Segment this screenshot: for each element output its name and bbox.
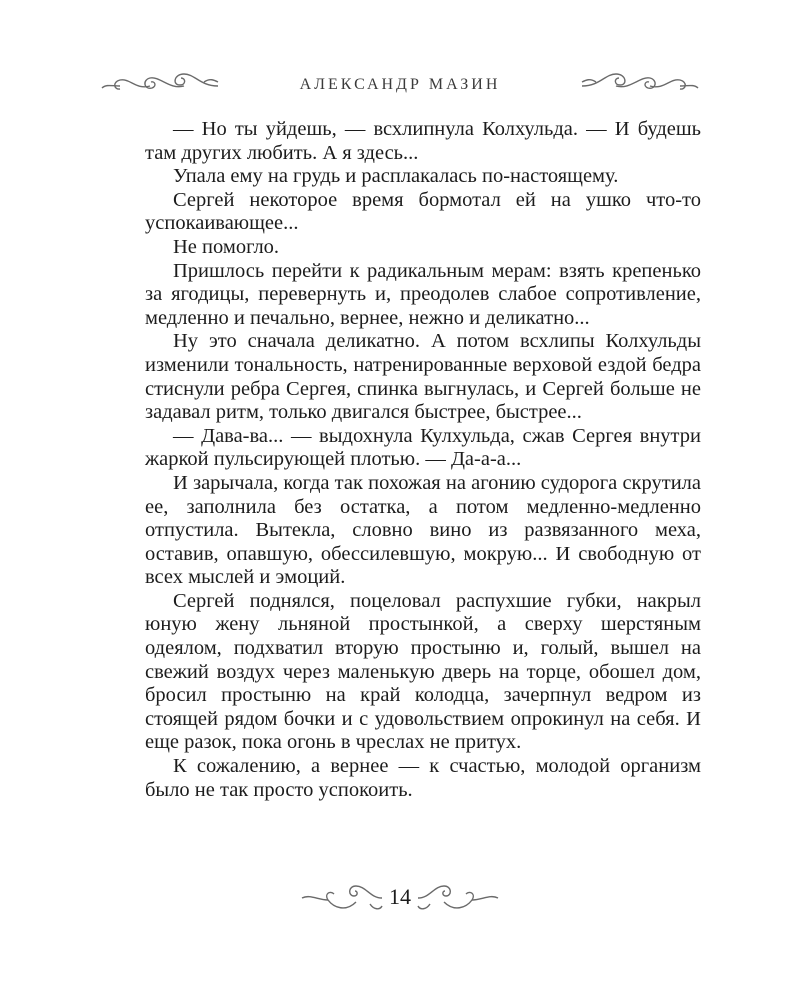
paragraph: Сергей некоторое время бормотал ей на ушко что-то успокаивающее... xyxy=(145,188,701,235)
paragraph: Упала ему на грудь и расплакалась по-настоящему. xyxy=(173,165,619,188)
page-number: 14 xyxy=(389,884,411,909)
paragraph: Сергей поднялся, поцеловал распухшие губки, накрыл юную жену льняной простынкой, а сверху шерстяным одеялом, подхватил вторую простыню и, голый, вышел на свежий воздух через маленькую дверь на торце, обошел дом, бросил простыню на край колодца, зачерпнул ведром из стоящей рядом бочки и с удовольствием опрокинул на себя. И еще разок, пока огонь в чреслах не притух. xyxy=(145,589,701,754)
header-right-ornament-icon xyxy=(580,68,700,99)
paragraph: Ну это сначала деликатно. А потом всхлипы Колхульды изменили тональность, натренированные верховой ездой бедра стиснули ребра Сергея, спинка выгнулась, и Сергей больше не задавал ритм, только двигался быстрее, быстрее... xyxy=(145,330,701,424)
footer-right-ornament-icon xyxy=(416,878,500,923)
running-header xyxy=(100,62,700,102)
paragraph: И зарычала, когда так похожая на агонию судорога скрутила ее, заполнила без остатка, а потом медленно-медленно отпустила. Вытекла, словно вино из развязанного меха, оставив, опавшую, обессилевшую, мокрую... И свободную от всех мыслей и эмоций. xyxy=(145,471,701,589)
paragraph: Не помогло. xyxy=(173,235,280,258)
page-footer xyxy=(300,878,500,922)
paragraph: К сожалению, а вернее — к счастью, молодой организм было не так просто успокоить. xyxy=(145,755,701,801)
paragraph: — Но ты уйдешь, — всхлипнула Колхульда. — И будешь там других любить. А я здесь... xyxy=(145,118,701,164)
author-name: АЛЕКСАНДР МАЗИН xyxy=(299,76,501,93)
page-body-text xyxy=(145,118,701,802)
paragraph: Пришлось перейти к радикальным мерам: взять крепенько за ягодицы, перевернуть и, преодолев слабое сопротивление, медленно и печально, вернее, нежно и деликатно... xyxy=(145,259,701,329)
paragraph: — Дава-ва... — выдохнула Кулхульда, сжав Сергея внутри жаркой пульсирующей плотью. — Да-а-а... xyxy=(145,424,701,471)
